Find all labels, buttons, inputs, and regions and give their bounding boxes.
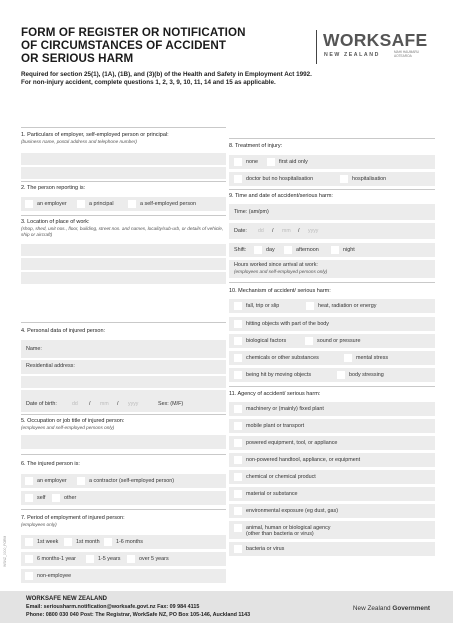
location-field-line-2[interactable] [21,258,226,270]
divider [21,414,226,415]
checkbox[interactable] [344,354,352,362]
option-hitting-objects[interactable] [234,320,329,328]
checkbox[interactable] [234,439,242,447]
option-afternoon[interactable] [284,246,319,254]
location-field-line-3[interactable] [21,272,226,284]
checkbox[interactable] [234,490,242,498]
checkbox[interactable] [77,200,85,208]
checkbox[interactable] [104,538,112,546]
treatment-row-1 [229,155,435,169]
section-5-title: 5. Occupation or job title of injured person: [21,418,125,424]
option-label: 1-5 years [98,556,121,562]
dob-day-placeholder: dd [72,401,78,407]
option-self-employed[interactable] [128,200,196,208]
checkbox[interactable] [234,456,242,464]
gov-logo-part: Government [392,605,430,612]
section-1-title: 1. Particulars of employer, self-employed person or principal: [21,132,169,138]
location-field-line-1[interactable] [21,244,226,256]
time-label: Time: (am/pm) [234,209,269,215]
option-material-substance[interactable] [234,490,298,498]
hours-label: Hours worked since arrival at work: [234,262,318,268]
option-other[interactable] [52,494,76,502]
option-label: body stressing [349,372,384,378]
title-line: FORM OF REGISTER OR NOTIFICATION [21,26,246,39]
option-mobile-plant[interactable] [234,422,304,430]
date-day-placeholder: dd [258,228,264,234]
option-environmental-exposure[interactable] [234,507,338,515]
section-1-hint: (business name, postal address and telephone number) [21,139,137,144]
address-label: Residential address: [26,363,75,369]
option-label: animal, human or biological agency [246,525,331,531]
name-label: Name: [26,346,42,352]
divider [21,215,226,216]
checkbox[interactable] [86,555,94,563]
checkbox[interactable] [234,405,242,413]
checkbox[interactable] [128,200,136,208]
checkbox[interactable] [52,494,60,502]
option-powered-equipment[interactable] [234,439,337,447]
divider [21,181,226,182]
option-label: 1st week [37,539,59,545]
hours-hint: (employees and self-employed persons only) [234,269,328,274]
checkbox[interactable] [64,538,72,546]
nz-government-logo [353,605,430,612]
date-month-placeholder: mm [282,228,291,234]
option-label: environmental exposure (eg dust, gas) [246,508,338,514]
option-biological[interactable] [234,337,286,345]
option-label: none [246,159,258,165]
section-4-title: 4. Personal data of injured person: [21,328,106,334]
option-non-powered-handtool[interactable] [234,456,360,464]
option-chemical-product[interactable] [234,473,316,481]
form-code: WSNZ_0000_FORM [3,535,7,567]
checkbox[interactable] [25,572,33,580]
address-field-line-2[interactable] [21,376,226,388]
option-label: being hit by moving objects [246,372,312,378]
option-body-stressing[interactable] [337,371,384,379]
option-1st-week[interactable] [25,538,58,546]
option-label: over 5 years [139,556,169,562]
option-contractor[interactable] [77,477,174,485]
option-label: material or substance [246,491,298,497]
checkbox[interactable] [234,354,242,362]
option-label: mental stress [356,355,389,361]
footer-email-fax: Email: seriousharm.notification@worksafe.govt.nz Fax: 09 984 4115 [26,604,200,610]
checkbox[interactable] [234,371,242,379]
logo-tagline: MAHI HAUMARU AOTEAROA [394,50,419,58]
occupation-field[interactable] [21,435,226,449]
checkbox[interactable] [306,302,314,310]
option-hospitalisation[interactable] [340,175,386,183]
option-day[interactable] [254,246,275,254]
option-label-continued: (other than bacteria or virus) [246,531,314,537]
option-chemicals[interactable] [234,354,319,362]
option-1-6-months[interactable] [104,538,143,546]
logo-word: WORKSAFE [323,30,428,50]
option-mental-stress[interactable] [344,354,388,362]
section-5-hint: (employees and self-employed persons only) [21,425,115,430]
checkbox[interactable] [234,545,242,553]
option-label: chemical or chemical product [246,474,316,480]
option-label: chemicals or other substances [246,355,319,361]
option-employer[interactable] [25,200,67,208]
option-label: mobile plant or transport [246,423,305,429]
checkbox[interactable] [234,158,242,166]
option-label: afternoon [296,247,319,253]
title-line: OR SERIOUS HARM [21,52,134,65]
gov-logo-part: New Zealand [352,605,391,612]
divider [229,138,435,139]
option-label: non-powered handtool, appliance, or equipment [246,457,361,463]
checkbox[interactable] [25,494,33,502]
shift-label: Shift: [234,247,247,253]
slash: / [117,401,119,407]
option-label: other [64,495,77,501]
option-night[interactable] [331,246,355,254]
sex-label: Sex: (M/F) [158,401,184,407]
checkbox[interactable] [234,507,242,515]
section-7-title: 7. Period of employment of injured person: [21,515,125,521]
title-line: OF CIRCUMSTANCES OF ACCIDENT [21,39,227,52]
footer-heading: WORKSAFE NEW ZEALAND [26,596,107,602]
checkbox[interactable] [25,477,33,485]
option-label: heat, radiation or energy [318,303,377,309]
option-moving-objects[interactable] [234,371,311,379]
employer-field-line-1[interactable] [21,153,226,165]
checkbox[interactable] [331,246,339,254]
option-sound-pressure[interactable] [305,337,360,345]
option-label: powered equipment, tool, or appliance [246,440,338,446]
option-label: first aid only [279,159,308,165]
option-label: an employer [37,201,67,207]
option-doctor[interactable] [234,175,313,183]
checkbox[interactable] [234,302,242,310]
footer [0,591,453,623]
section-2-title: 2. The person reporting is: [21,185,86,191]
option-none[interactable] [234,158,258,166]
checkbox[interactable] [25,538,33,546]
option-bacteria-virus[interactable] [234,545,284,553]
option-label: an employer [37,478,67,484]
logo-country: NEW ZEALAND [324,52,380,58]
form-title [21,26,311,65]
option-label: 1st month [76,539,100,545]
option-label: machinery or (mainly) fixed plant [246,406,324,412]
checkbox[interactable] [234,473,242,481]
option-label: 6 months-1 year [37,556,76,562]
option-fall-trip-slip[interactable] [234,302,279,310]
checkbox[interactable] [267,158,275,166]
option-self[interactable] [25,494,45,502]
section-7-hint: (employees only) [21,522,57,527]
option-heat-radiation[interactable] [306,302,376,310]
date-label: Date: [234,228,247,234]
option-label: non-employee [37,573,72,579]
option-label: a principal [89,201,114,207]
option-machinery[interactable] [234,405,324,413]
option-label: fall, trip or slip [246,303,280,309]
checkbox[interactable] [340,175,348,183]
employer-field-line-2[interactable] [21,167,226,179]
divider [21,454,226,455]
option-label: a self-employed person [140,201,197,207]
option-first-aid[interactable] [267,158,308,166]
option-6-months-1-year[interactable] [25,555,76,563]
checkbox[interactable] [127,555,135,563]
option-label: day [266,247,275,253]
option-label: hospitalisation [352,176,387,182]
option-label: doctor but no hospitalisation [246,176,314,182]
option-label: sound or pressure [317,338,361,344]
checkbox[interactable] [234,524,242,532]
slash: / [272,228,274,234]
option-non-employee[interactable] [25,572,71,580]
logo-divider [316,30,317,64]
section-10-title: 10. Mechanism of accident/ serious harm: [229,288,331,294]
section-3-hint: (shop, shed, unit nos., floor, building, street nos. and names, locality/sub-urb, or details of vehicle, ship or aircraft) [21,226,224,237]
option-label: self [37,495,46,501]
divider [21,322,226,323]
dob-label: Date of birth: [26,401,57,407]
section-9-title: 9. Time and date of accident/serious harm: [229,193,333,199]
section-3-title: 3. Location of place of work: [21,219,90,225]
option-label: night [343,247,355,253]
option-label: a contractor (self-employed person) [89,478,175,484]
option-principal[interactable] [77,200,114,208]
checkbox[interactable] [254,246,262,254]
option-label: bacteria or virus [246,546,285,552]
dob-year-placeholder: yyyy [128,401,139,407]
option-1-5-years[interactable] [86,555,120,563]
divider [229,189,435,190]
footer-phone-post: Phone: 0800 030 040 Post: The Registrar, WorkSafe NZ, PO Box 105-146, Auckland 1143 [26,611,251,618]
checkbox[interactable] [284,246,292,254]
worksafe-logo [316,30,436,70]
checkbox[interactable] [77,477,85,485]
checkbox[interactable] [25,200,33,208]
section-11-title: 11. Agency of accident/ serious harm: [229,391,321,397]
footer-contact [26,604,250,619]
intro-text: Required for section 25(1), (1A), (1B), and (3)(b) of the Health and Safety in Employment Act 1992. For non-injury accident, complete questions 1, 2, 3, 9, 10, 11, 14 and 15 as applicable. [21,71,312,87]
option-employer-injured[interactable] [25,477,67,485]
divider [21,509,226,510]
section-8-title: 8. Treatment of injury: [229,143,283,149]
divider [229,282,435,283]
slash: / [298,228,300,234]
checkbox[interactable] [234,175,242,183]
checkbox[interactable] [337,371,345,379]
dob-month-placeholder: mm [100,401,109,407]
slash: / [89,401,91,407]
checkbox[interactable] [234,422,242,430]
checkbox[interactable] [234,337,242,345]
date-year-placeholder: yyyy [308,228,319,234]
divider [229,386,435,387]
option-1st-month[interactable] [64,538,100,546]
section-6-title: 6. The injured person is: [21,461,80,467]
option-label: 1-6 months [116,539,143,545]
option-over-5-years[interactable] [127,555,169,563]
checkbox[interactable] [234,320,242,328]
option-label: hitting objects with part of the body [246,321,330,327]
name-field[interactable] [21,340,226,358]
divider [21,127,226,128]
checkbox[interactable] [305,337,313,345]
checkbox[interactable] [25,555,33,563]
option-label: biological factors [246,338,287,344]
